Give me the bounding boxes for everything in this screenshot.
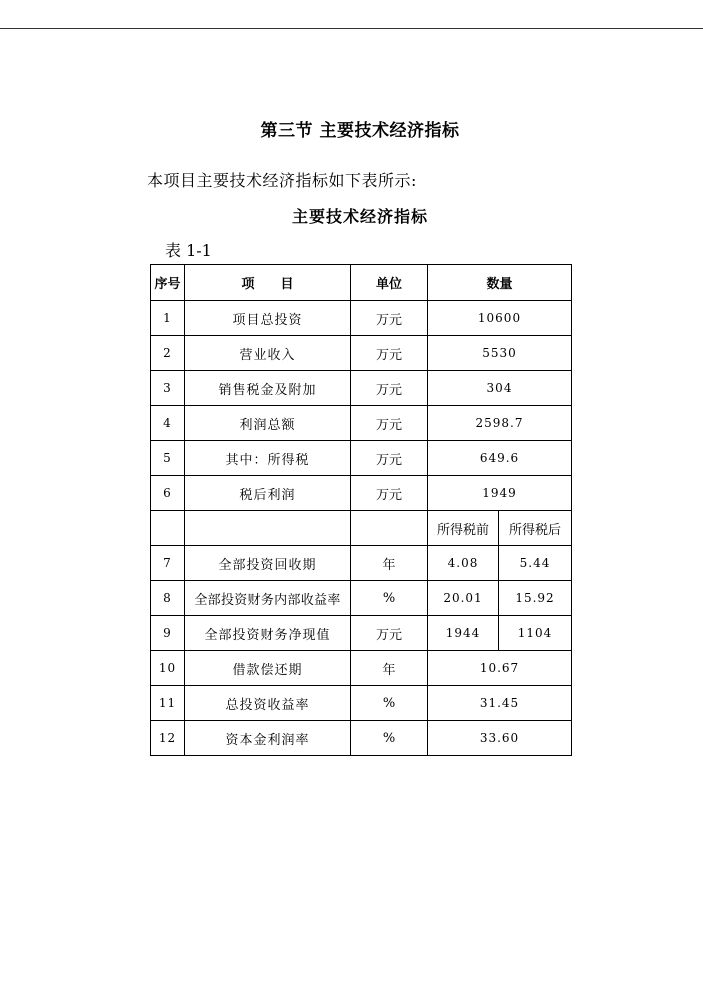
table-row [151,301,572,336]
row-unit: 万元 [351,371,428,406]
empty-cell [351,511,428,546]
row-pre-tax: 20.01 [428,581,499,616]
row-value: 31.45 [428,686,572,721]
table-row [151,651,572,686]
row-unit: % [351,686,428,721]
row-value: 10.67 [428,651,572,686]
subheader-post-tax: 所得税后 [499,511,572,546]
row-unit: 万元 [351,301,428,336]
row-item: 利润总额 [185,406,351,441]
row-index: 5 [151,441,185,476]
row-unit: % [351,581,428,616]
table-row [151,616,572,651]
top-rule [0,28,703,29]
row-item: 项目总投资 [185,301,351,336]
row-item: 税后利润 [185,476,351,511]
row-value: 10600 [428,301,572,336]
row-post-tax: 1104 [499,616,572,651]
indicators-table [150,264,572,756]
table-header-row [151,265,572,301]
table-title: 主要技术经济指标 [291,207,428,226]
row-post-tax: 15.92 [499,581,572,616]
table-row [151,581,572,616]
table-row [151,371,572,406]
row-value: 5530 [428,336,572,371]
row-unit: 年 [351,546,428,581]
row-value: 304 [428,371,572,406]
row-unit: 万元 [351,616,428,651]
row-item: 全部投资财务内部收益率 [185,581,351,616]
row-value: 33.60 [428,721,572,756]
row-index: 2 [151,336,185,371]
row-item: 销售税金及附加 [185,371,351,406]
row-unit: % [351,721,428,756]
row-pre-tax: 4.08 [428,546,499,581]
row-item: 资本金利润率 [185,721,351,756]
row-value: 1949 [428,476,572,511]
row-index: 10 [151,651,185,686]
table-row [151,336,572,371]
table-row [151,686,572,721]
row-index: 12 [151,721,185,756]
subheader-pre-tax: 所得税前 [428,511,499,546]
row-item: 全部投资回收期 [185,546,351,581]
row-item: 借款偿还期 [185,651,351,686]
row-unit: 万元 [351,336,428,371]
subheader-row [151,511,572,546]
section-title: 第三节 主要技术经济指标 [260,121,460,141]
header-unit: 单位 [351,265,428,301]
row-unit: 万元 [351,406,428,441]
row-value: 2598.7 [428,406,572,441]
row-value: 649.6 [428,441,572,476]
row-item: 总投资收益率 [185,686,351,721]
row-index: 4 [151,406,185,441]
row-index: 1 [151,301,185,336]
table-row [151,441,572,476]
header-quantity: 数量 [428,265,572,301]
intro-text: 本项目主要技术经济指标如下表所示: [147,171,417,190]
row-unit: 年 [351,651,428,686]
row-index: 3 [151,371,185,406]
table-number: 表 1-1 [165,241,212,260]
row-index: 11 [151,686,185,721]
row-pre-tax: 1944 [428,616,499,651]
table-row [151,721,572,756]
row-index: 9 [151,616,185,651]
row-item: 其中：所得税 [185,441,351,476]
header-index: 序号 [151,265,185,301]
table-row [151,406,572,441]
row-item: 营业收入 [185,336,351,371]
row-item: 全部投资财务净现值 [185,616,351,651]
header-item: 项 目 [185,265,351,301]
row-index: 8 [151,581,185,616]
row-unit: 万元 [351,441,428,476]
table-row [151,476,572,511]
row-unit: 万元 [351,476,428,511]
row-post-tax: 5.44 [499,546,572,581]
row-index: 6 [151,476,185,511]
table-row [151,546,572,581]
row-index: 7 [151,546,185,581]
empty-cell [151,511,185,546]
empty-cell [185,511,351,546]
